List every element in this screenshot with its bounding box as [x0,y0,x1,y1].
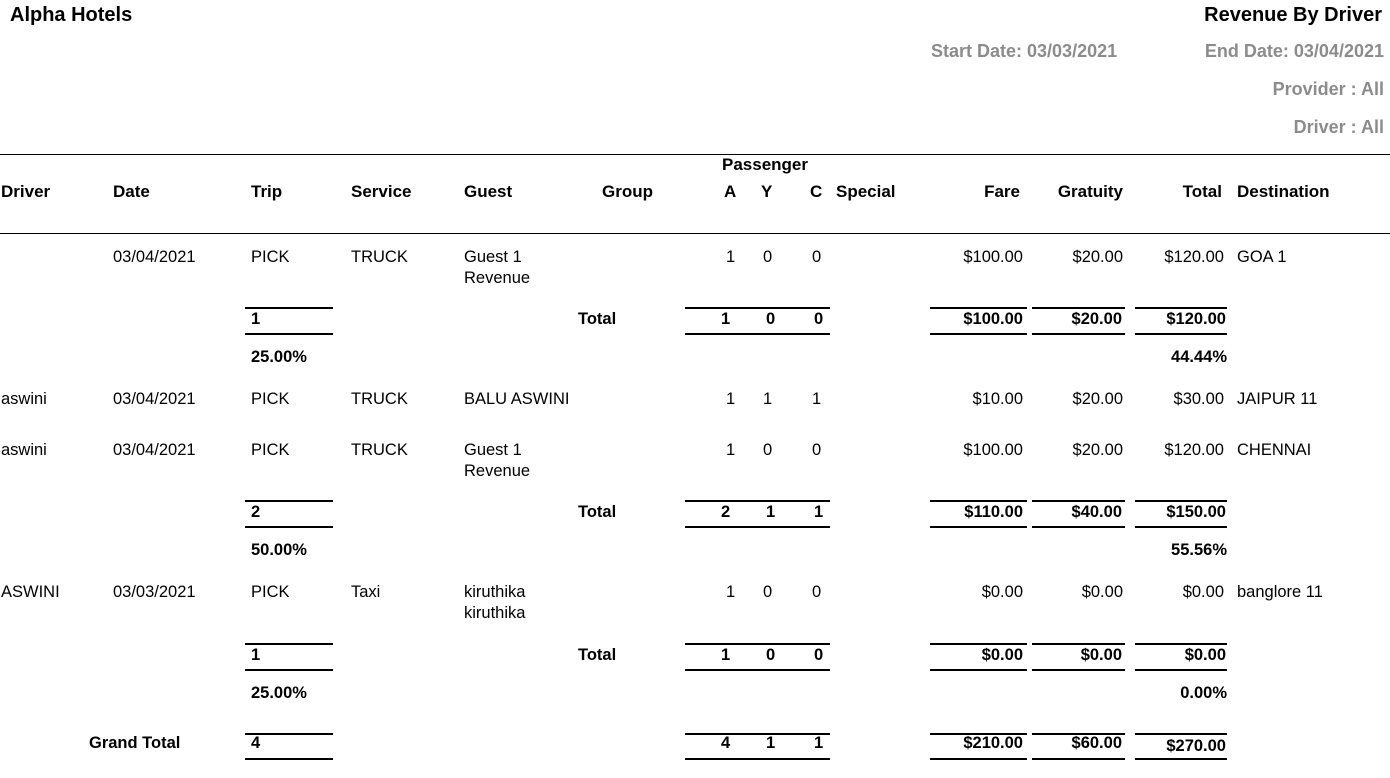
subtotal-rule-bottom [1032,333,1125,335]
row-trip: PICK [251,583,290,601]
row-service: TRUCK [351,390,408,408]
subtotal-children: 0 [814,646,824,664]
row-service: Taxi [351,583,381,601]
driver-filter: Driver : All [1293,117,1384,137]
row-guest-line1: kiruthika [464,583,526,601]
row-children: 1 [812,390,822,408]
subtotal-trip-percent: 25.00% [251,684,307,702]
subtotal-total: $0.00 [1184,646,1226,664]
grand-total-label: Grand Total [89,734,181,752]
subtotal-adults: 1 [721,646,731,664]
col-special: Special [836,182,896,201]
subtotal-fare: $0.00 [981,646,1023,664]
grand-total-rule-bottom [930,758,1027,760]
row-trip: PICK [251,248,290,266]
row-fare: $10.00 [972,390,1023,408]
end-date: End Date: 03/04/2021 [1204,41,1384,61]
row-driver: ASWINI [1,583,60,601]
row-children: 0 [812,248,822,266]
row-date: 03/04/2021 [113,390,196,408]
row-adults: 1 [726,583,736,601]
subtotal-gratuity: $0.00 [1080,646,1122,664]
row-children: 0 [812,441,822,459]
subtotal-rule-bottom [1135,669,1227,671]
subtotal-children: 1 [814,503,824,521]
provider-filter: Provider : All [1272,79,1384,99]
row-adults: 1 [726,390,736,408]
col-service: Service [351,182,412,201]
row-trip: PICK [251,390,290,408]
grand-total-adults: 4 [721,734,731,752]
row-guest-line2: kiruthika [464,604,526,622]
row-driver: aswini [1,390,47,408]
subtotal-rule-bottom [1135,333,1227,335]
subtotal-total: $150.00 [1166,503,1226,521]
subtotal-gratuity: $20.00 [1071,310,1122,328]
row-destination: GOA 1 [1237,248,1287,266]
row-guest-line1: Guest 1 [464,441,522,459]
row-total: $120.00 [1164,441,1224,459]
row-guest-line1: Guest 1 [464,248,522,266]
subtotal-label: Total [578,503,617,521]
col-total: Total [1182,182,1222,201]
row-children: 0 [812,583,822,601]
grand-total-rule-top [1135,733,1227,735]
col-trip: Trip [251,182,283,201]
row-guest-line1: BALU ASWINI [464,390,570,408]
col-y: Y [761,182,773,201]
grand-total-gratuity: $60.00 [1071,734,1122,752]
subtotal-total: $120.00 [1166,310,1226,328]
row-service: TRUCK [351,248,408,266]
subtotal-label: Total [578,646,617,664]
row-date: 03/04/2021 [113,248,196,266]
row-adults: 1 [726,248,736,266]
header-bottom-divider [0,233,1390,234]
subtotal-fare: $110.00 [964,503,1023,521]
subtotal-youth: 1 [766,503,776,521]
row-gratuity: $20.00 [1072,390,1123,408]
row-date: 03/04/2021 [113,441,196,459]
row-youth: 1 [763,390,773,408]
row-fare: $0.00 [981,583,1023,601]
grand-total-youth: 1 [766,734,776,752]
row-destination: CHENNAI [1237,441,1312,459]
row-destination: JAIPUR 11 [1237,390,1318,408]
grand-total-total: $270.00 [1166,737,1226,755]
grand-total-rule-bottom [1135,758,1227,760]
col-guest: Guest [464,182,513,201]
row-trip: PICK [251,441,290,459]
subtotal-youth: 0 [766,310,776,328]
subtotal-rule-top [685,500,830,502]
subtotal-rule-top [685,307,830,309]
col-fare: Fare [984,182,1020,201]
row-total: $0.00 [1182,583,1224,601]
subtotal-total-percent: 0.00% [1180,684,1227,702]
col-date: Date [113,182,150,201]
row-total: $30.00 [1173,390,1224,408]
row-fare: $100.00 [963,441,1023,459]
row-date: 03/03/2021 [113,583,196,601]
subtotal-label: Total [578,310,617,328]
row-total: $120.00 [1164,248,1224,266]
col-destination: Destination [1237,182,1330,201]
row-service: TRUCK [351,441,408,459]
subtotal-fare: $100.00 [963,310,1023,328]
subtotal-rule-bottom [685,526,830,528]
grand-total-rule-bottom [685,758,830,760]
subtotal-trip-count: 1 [251,646,261,664]
col-a: A [724,182,737,201]
row-gratuity: $0.00 [1081,583,1123,601]
subtotal-trip-count: 1 [251,310,261,328]
subtotal-rule-top [685,643,830,645]
grand-total-rule-bottom [1032,758,1125,760]
row-youth: 0 [763,441,773,459]
col-passenger: Passenger [722,155,808,174]
subtotal-trip-percent: 25.00% [251,348,307,366]
row-fare: $100.00 [963,248,1023,266]
row-gratuity: $20.00 [1072,248,1123,266]
grand-total-children: 1 [814,734,824,752]
subtotal-rule-bottom [1135,526,1227,528]
row-driver: aswini [1,441,47,459]
subtotal-rule-bottom [930,526,1027,528]
report-title: Revenue By Driver [1204,4,1382,26]
start-date: Start Date: 03/03/2021 [931,41,1118,61]
row-youth: 0 [763,583,773,601]
subtotal-trip-percent: 50.00% [251,541,307,559]
subtotal-rule-bottom [685,669,830,671]
row-youth: 0 [763,248,773,266]
subtotal-rule-bottom [930,669,1027,671]
grand-total-trip-count: 4 [251,734,261,752]
col-driver: Driver [1,182,51,201]
col-gratuity: Gratuity [1057,182,1123,201]
grand-total-rule-bottom [245,758,333,760]
row-gratuity: $20.00 [1072,441,1123,459]
row-adults: 1 [726,441,736,459]
company-name: Alpha Hotels [10,4,133,26]
subtotal-youth: 0 [766,646,776,664]
grand-total-rule-top [685,733,830,735]
subtotal-trip-count: 2 [251,503,261,521]
subtotal-rule-bottom [1032,669,1125,671]
subtotal-adults: 2 [721,503,731,521]
col-group: Group [602,182,653,201]
subtotal-rule-bottom [1032,526,1125,528]
row-guest-line2: Revenue [464,269,531,287]
header-top-divider [0,154,1390,155]
grand-total-fare: $210.00 [963,734,1023,752]
subtotal-rule-bottom [245,526,333,528]
subtotal-rule-bottom [685,333,830,335]
subtotal-rule-bottom [245,333,333,335]
subtotal-children: 0 [814,310,824,328]
col-c: C [810,182,823,201]
row-guest-line2: Revenue [464,462,531,480]
subtotal-rule-bottom [245,669,333,671]
subtotal-total-percent: 55.56% [1171,541,1227,559]
row-destination: banglore 11 [1237,583,1323,601]
subtotal-adults: 1 [721,310,731,328]
subtotal-gratuity: $40.00 [1071,503,1122,521]
subtotal-rule-bottom [930,333,1027,335]
subtotal-total-percent: 44.44% [1171,348,1227,366]
